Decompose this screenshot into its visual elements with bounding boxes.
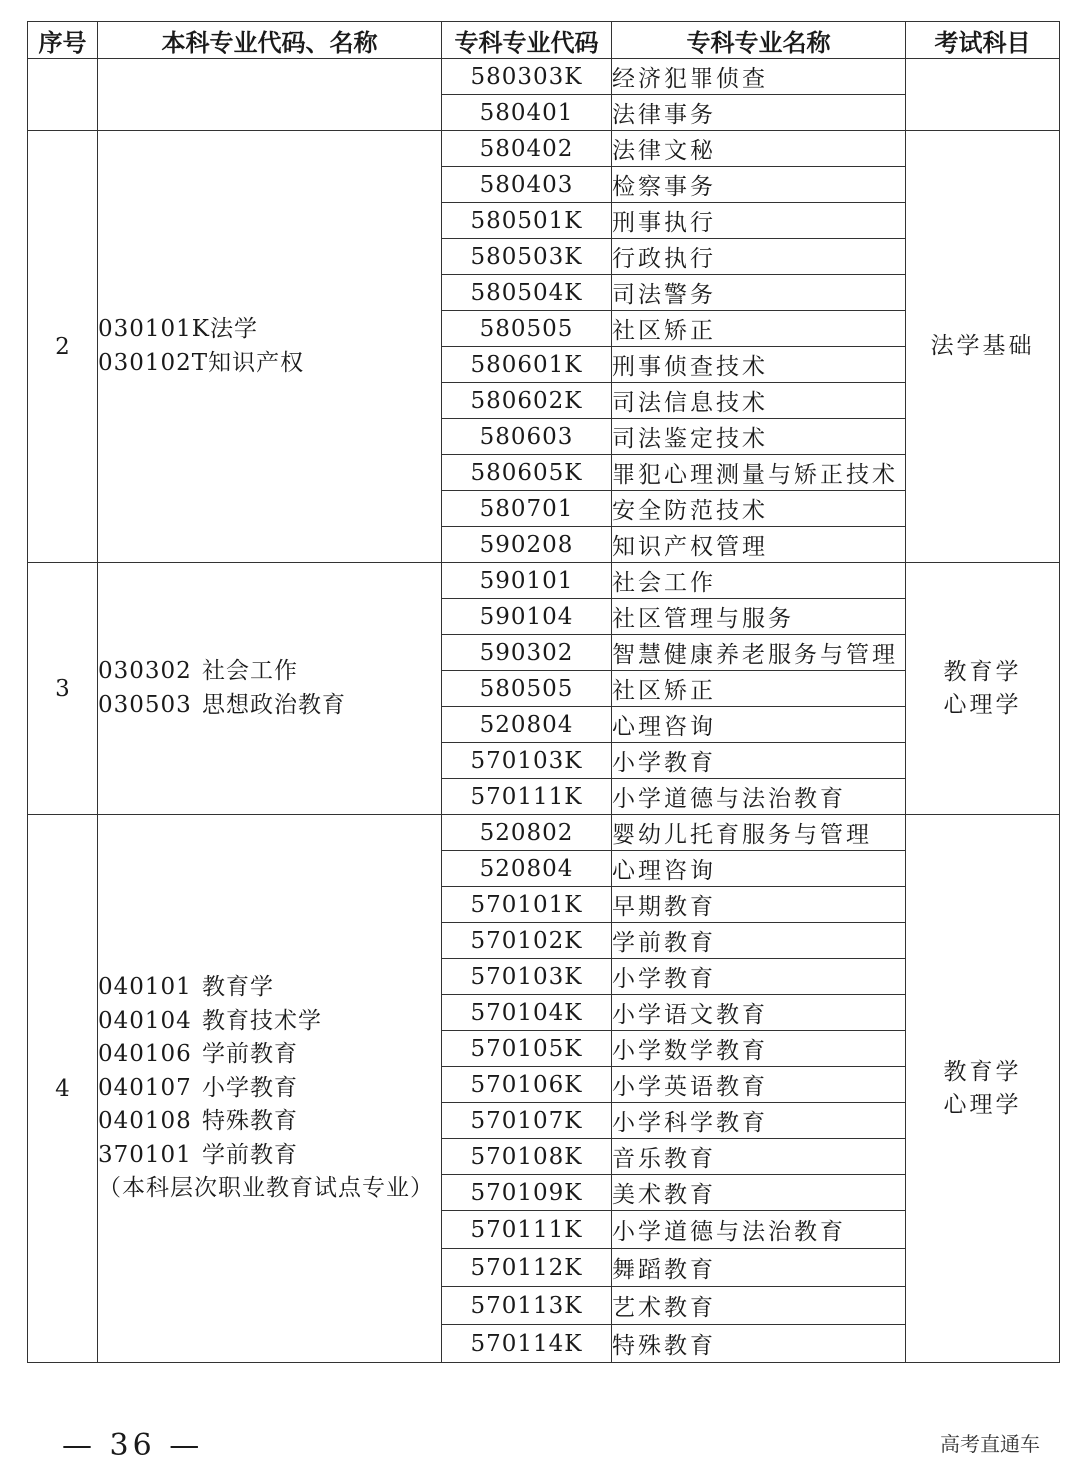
- vocational-code: 590104: [442, 599, 612, 635]
- vocational-name: 心理咨询: [612, 707, 906, 743]
- vocational-code: 520804: [442, 707, 612, 743]
- undergrad-major: [98, 1038, 441, 1072]
- exam-subjects: [906, 131, 1060, 563]
- undergrad-majors: [98, 59, 442, 131]
- undergrad-major: [98, 1072, 441, 1106]
- vocational-code: 570107K: [442, 1103, 612, 1139]
- vocational-name: 社会工作: [612, 563, 906, 599]
- undergrad-majors: [98, 131, 442, 563]
- vocational-name: 法律事务: [612, 95, 906, 131]
- exam-subjects: [906, 815, 1060, 1363]
- vocational-name: 小学语文教育: [612, 995, 906, 1031]
- group-seq: [28, 59, 98, 131]
- vocational-name: 小学道德与法治教育: [612, 1211, 906, 1249]
- group-seq: 3: [28, 563, 98, 815]
- undergrad-major-name: 知识产权: [208, 349, 305, 376]
- vocational-code: 580501K: [442, 203, 612, 239]
- page-number: — 36 —: [62, 1428, 204, 1463]
- vocational-name: 小学科学教育: [612, 1103, 906, 1139]
- vocational-name: 司法鉴定技术: [612, 419, 906, 455]
- vocational-code: 580601K: [442, 347, 612, 383]
- vocational-code: 520802: [442, 815, 612, 851]
- table-row: [28, 563, 1060, 599]
- undergrad-major-code: 370101: [98, 1141, 192, 1168]
- undergrad-major: [98, 689, 441, 723]
- vocational-code: 570111K: [442, 1211, 612, 1249]
- undergrad-major: [98, 655, 441, 689]
- vocational-code: 580503K: [442, 239, 612, 275]
- undergrad-major-name: 思想政治教育: [202, 691, 346, 718]
- undergrad-major: [98, 1139, 441, 1173]
- header-vocational-code: 专科专业代码: [442, 22, 612, 59]
- undergrad-major-name: 学前教育: [202, 1141, 298, 1168]
- vocational-code: 570104K: [442, 995, 612, 1031]
- header-undergrad: 本科专业代码、名称: [98, 22, 442, 59]
- vocational-code: 580303K: [442, 59, 612, 95]
- vocational-name: 特殊教育: [612, 1325, 906, 1363]
- vocational-code: 590208: [442, 527, 612, 563]
- vocational-name: 社区管理与服务: [612, 599, 906, 635]
- vocational-code: 570111K: [442, 779, 612, 815]
- vocational-name: 刑事执行: [612, 203, 906, 239]
- vocational-name: 知识产权管理: [612, 527, 906, 563]
- vocational-code: 570113K: [442, 1287, 612, 1325]
- vocational-name: 罪犯心理测量与矫正技术: [612, 455, 906, 491]
- vocational-code: 570103K: [442, 743, 612, 779]
- table-row: [28, 815, 1060, 851]
- exam-subject: 教育学: [943, 1058, 1022, 1085]
- undergrad-major-name: 法学: [209, 316, 258, 342]
- vocational-name: 学前教育: [612, 923, 906, 959]
- vocational-code: 580504K: [442, 275, 612, 311]
- undergrad-major-name: 特殊教育: [202, 1108, 298, 1135]
- vocational-code: 570105K: [442, 1031, 612, 1067]
- exam-subject: 教育学: [943, 658, 1022, 685]
- vocational-code: 570106K: [442, 1067, 612, 1103]
- vocational-code: 520804: [442, 851, 612, 887]
- exam-subjects: [906, 59, 1060, 131]
- header-vocational-name: 专科专业名称: [612, 22, 906, 59]
- vocational-code: 570101K: [442, 887, 612, 923]
- vocational-name: 音乐教育: [612, 1139, 906, 1175]
- table-row: [28, 59, 1060, 95]
- undergrad-major: [98, 1105, 441, 1139]
- vocational-code: 580602K: [442, 383, 612, 419]
- undergrad-majors: [98, 563, 442, 815]
- vocational-code: 580505: [442, 311, 612, 347]
- undergrad-major-code: 030102T: [98, 349, 209, 376]
- vocational-code: 580701: [442, 491, 612, 527]
- group-seq: 2: [28, 131, 98, 563]
- vocational-code: 570114K: [442, 1325, 612, 1363]
- vocational-name: 艺术教育: [612, 1287, 906, 1325]
- vocational-name: 小学数学教育: [612, 1031, 906, 1067]
- undergrad-major-code: 040101: [98, 974, 192, 1001]
- exam-subject: 法学基础: [930, 333, 1035, 359]
- vocational-name: 社区矫正: [612, 311, 906, 347]
- undergrad-major-code: 040107: [98, 1074, 192, 1101]
- vocational-name: 刑事侦查技术: [612, 347, 906, 383]
- vocational-name: 司法警务: [612, 275, 906, 311]
- vocational-name: 智慧健康养老服务与管理: [612, 635, 906, 671]
- table-body: [28, 59, 1060, 1363]
- vocational-code: 570103K: [442, 959, 612, 995]
- group-seq: 4: [28, 815, 98, 1363]
- undergrad-major-code: 040108: [98, 1108, 192, 1135]
- undergrad-major-code: 030302: [98, 658, 192, 684]
- vocational-code: 580603: [442, 419, 612, 455]
- watermark: 高考直通车: [940, 1432, 1040, 1456]
- major-table: [27, 21, 1060, 1363]
- vocational-name: 经济犯罪侦查: [612, 59, 906, 95]
- vocational-code: 580401: [442, 95, 612, 131]
- vocational-code: 570109K: [442, 1175, 612, 1211]
- vocational-code: 590101: [442, 563, 612, 599]
- vocational-name: 小学道德与法治教育: [612, 779, 906, 815]
- undergrad-major-code: 040106: [98, 1041, 192, 1068]
- undergrad-major-code: 040104: [98, 1007, 192, 1034]
- vocational-name: 社区矫正: [612, 671, 906, 707]
- undergrad-major-code: 030101K: [98, 316, 210, 342]
- vocational-name: 美术教育: [612, 1175, 906, 1211]
- vocational-code: 580402: [442, 131, 612, 167]
- vocational-code: 590302: [442, 635, 612, 671]
- undergrad-major: [98, 313, 441, 347]
- vocational-code: 570102K: [442, 923, 612, 959]
- exam-subject: 心理学: [943, 1091, 1022, 1118]
- header-exam: 考试科目: [906, 22, 1060, 59]
- vocational-name: 早期教育: [612, 887, 906, 923]
- vocational-name: 舞蹈教育: [612, 1249, 906, 1287]
- vocational-name: 检察事务: [612, 167, 906, 203]
- undergrad-major-name: 教育学: [202, 974, 274, 1001]
- vocational-code: 580403: [442, 167, 612, 203]
- vocational-code: 580505: [442, 671, 612, 707]
- vocational-code: 580605K: [442, 455, 612, 491]
- vocational-code: 570112K: [442, 1249, 612, 1287]
- header-row: [28, 22, 1060, 59]
- vocational-name: 法律文秘: [612, 131, 906, 167]
- exam-subject: 心理学: [943, 691, 1022, 718]
- undergrad-majors: [98, 815, 442, 1363]
- vocational-name: 小学英语教育: [612, 1067, 906, 1103]
- vocational-name: 小学教育: [612, 959, 906, 995]
- undergrad-major: [98, 1005, 441, 1039]
- vocational-name: 心理咨询: [612, 851, 906, 887]
- header-seq: 序号: [28, 22, 98, 59]
- vocational-code: 570108K: [442, 1139, 612, 1175]
- undergrad-major-name: 小学教育: [202, 1074, 298, 1101]
- undergrad-major-code: 030503: [98, 691, 192, 718]
- undergrad-major-name: 教育技术学: [202, 1007, 322, 1034]
- undergrad-major: [98, 347, 441, 381]
- undergrad-major-name: 社会工作: [202, 658, 298, 684]
- vocational-name: 安全防范技术: [612, 491, 906, 527]
- exam-subjects: [906, 563, 1060, 815]
- undergrad-major-name: 学前教育: [202, 1041, 298, 1068]
- vocational-name: 行政执行: [612, 239, 906, 275]
- table-row: [28, 131, 1060, 167]
- vocational-name: 小学教育: [612, 743, 906, 779]
- vocational-name: 司法信息技术: [612, 383, 906, 419]
- undergrad-note: （本科层次职业教育试点专业）: [98, 1175, 434, 1202]
- vocational-name: 婴幼儿托育服务与管理: [612, 815, 906, 851]
- undergrad-major: [98, 971, 441, 1005]
